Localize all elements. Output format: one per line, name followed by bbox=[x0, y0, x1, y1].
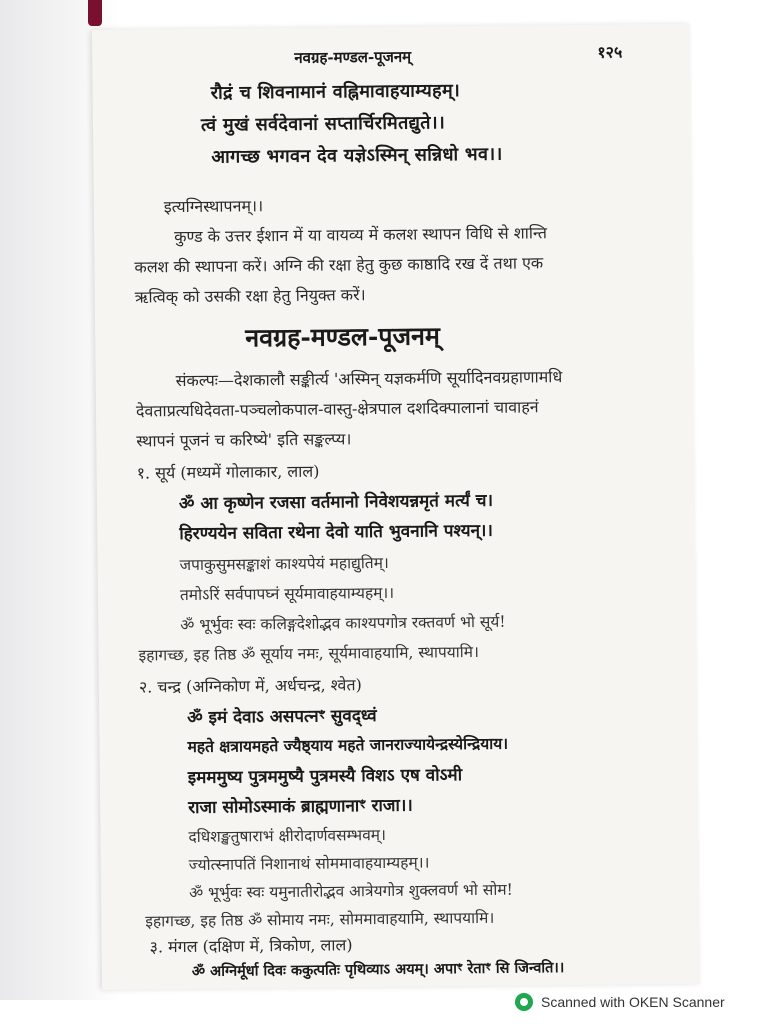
mangal-mantra-line: ॐ अग्निर्मूर्धा दिवः ककुत्पतिः पृथिव्याऽ अयम्। अपाꣳ रेताꣳ सि जिन्वति।। bbox=[191, 959, 565, 981]
chandra-avahan-line: ॐ भूर्भुवः स्वः यमुनातीरोद्भव आत्रेयगोत्र शुक्लवर्ण भो सोम! bbox=[188, 880, 513, 903]
kalash-instruction-line: ऋत्विक् को उसकी रक्षा हेतु नियुक्त करें। bbox=[134, 285, 366, 307]
agni-sthapana-text: इत्यग्निस्थापनम्।। bbox=[163, 196, 264, 217]
scanner-label: Scanned with OKEN Scanner bbox=[541, 994, 725, 1010]
running-header: नवग्रह-मण्डल-पूजनम् bbox=[294, 47, 412, 67]
surya-mantra-line: हिरण्ययेन सविता रथेना देवो याति भुवनानि पश्यन्।। bbox=[179, 520, 493, 545]
section-title: नवग्रह-मण्डल-पूजनम् bbox=[245, 321, 441, 353]
kalash-instruction-line: कुण्ड के उत्तर ईशान में या वायव्य में कलश स्थापन विधि से शान्ति bbox=[174, 223, 548, 247]
chandra-mantra-line: ॐ इमं देवाऽ असपत्नꣳ सुवद्ध्वं bbox=[187, 706, 377, 729]
chandra-mantra-line: राजा सोमोऽस्माकं ब्राह्मणानाꣳ राजा।। bbox=[188, 795, 413, 819]
sankalp-line: स्थापनं पूजनं च करिष्ये' इति सङ्कल्प्य। bbox=[136, 429, 352, 451]
scanner-watermark bbox=[515, 990, 725, 1014]
surya-avahan-line: इहागच्छ, इह तिष्ठ ॐ सूर्याय नमः, सूर्यमावाहयामि, स्थापयामि। bbox=[138, 642, 480, 665]
verse-line: त्वं मुखं सर्वदेवानां सप्तार्चिरमितद्युते।। bbox=[200, 112, 446, 136]
chandra-avahan-line: इहागच्छ, इह तिष्ठ ॐ सोमाय नमः, सोममावाहयामि, स्थापयामि। bbox=[145, 908, 495, 931]
corner-bookmark bbox=[88, 0, 102, 26]
oken-scanner-logo-icon bbox=[515, 993, 533, 1011]
surya-heading: १. सूर्य (मध्यमें गोलाकार, लाल) bbox=[136, 461, 320, 483]
surya-mantra-line: ॐ आ कृष्णेन रजसा वर्तमानो निवेशयन्नमृतं मर्त्यं च। bbox=[178, 490, 494, 515]
book-page bbox=[92, 24, 700, 990]
chandra-shloka-line: ज्योत्स्नापतिं निशानाथं सोममावाहयाम्यहम्।। bbox=[188, 853, 430, 875]
chandra-mantra-line: महते क्षत्रायमहते ज्यैष्ठ्याय महते जानराज्यायेन्द्रस्येन्द्रियाय। bbox=[187, 733, 509, 757]
mangal-heading: ३. मंगल (दक्षिण में, त्रिकोण, लाल) bbox=[149, 935, 353, 957]
sankalp-line: संकल्पः—देशकालौ सङ्कीर्त्य 'अस्मिन् यज्ञकर्मणि सूर्यादिनवग्रहाणामधि bbox=[175, 367, 563, 391]
chandra-shloka-line: दधिशङ्खतुषाराभं क्षीरोदार्णवसम्भवम्। bbox=[188, 825, 387, 847]
sankalp-line: देवताप्रत्यधिदेवता-पञ्चलोकपाल-वास्तु-क्षेत्रपाल दशदिक्पालानां चावाहनं bbox=[135, 397, 539, 421]
surya-avahan-line: ॐ भूर्भुवः स्वः कलिङ्गदेशोद्भव काश्यपगोत्र रक्तवर्ण भो सूर्य! bbox=[180, 612, 506, 635]
chandra-mantra-line: इमममुष्य पुत्रममुष्यै पुत्रमस्यै विशऽ एष वोऽमी bbox=[187, 765, 463, 789]
kalash-instruction-line: कलश की स्थापना करें। अग्नि की रक्षा हेतु कुछ काष्ठादि रख दें तथा एक bbox=[134, 253, 544, 277]
page-number: १२५ bbox=[597, 42, 623, 62]
chandra-heading: २. चन्द्र (अग्निकोण में, अर्धचन्द्र, श्वेत) bbox=[138, 675, 362, 697]
surya-shloka-line: जपाकुसुमसङ्काशं काश्यपेयं महाद्युतिम्। bbox=[179, 553, 389, 575]
verse-line: आगच्छ भगवन देव यज्ञेऽस्मिन् सन्निधो भव।। bbox=[211, 143, 503, 168]
surya-shloka-line: तमोऽरिं सर्वपापघ्नं सूर्यमावाहयाम्यहम्।। bbox=[179, 583, 395, 605]
verse-line: रौद्रं च शिवनामानं वह्निमावाहयाम्यहम्। bbox=[210, 80, 461, 104]
